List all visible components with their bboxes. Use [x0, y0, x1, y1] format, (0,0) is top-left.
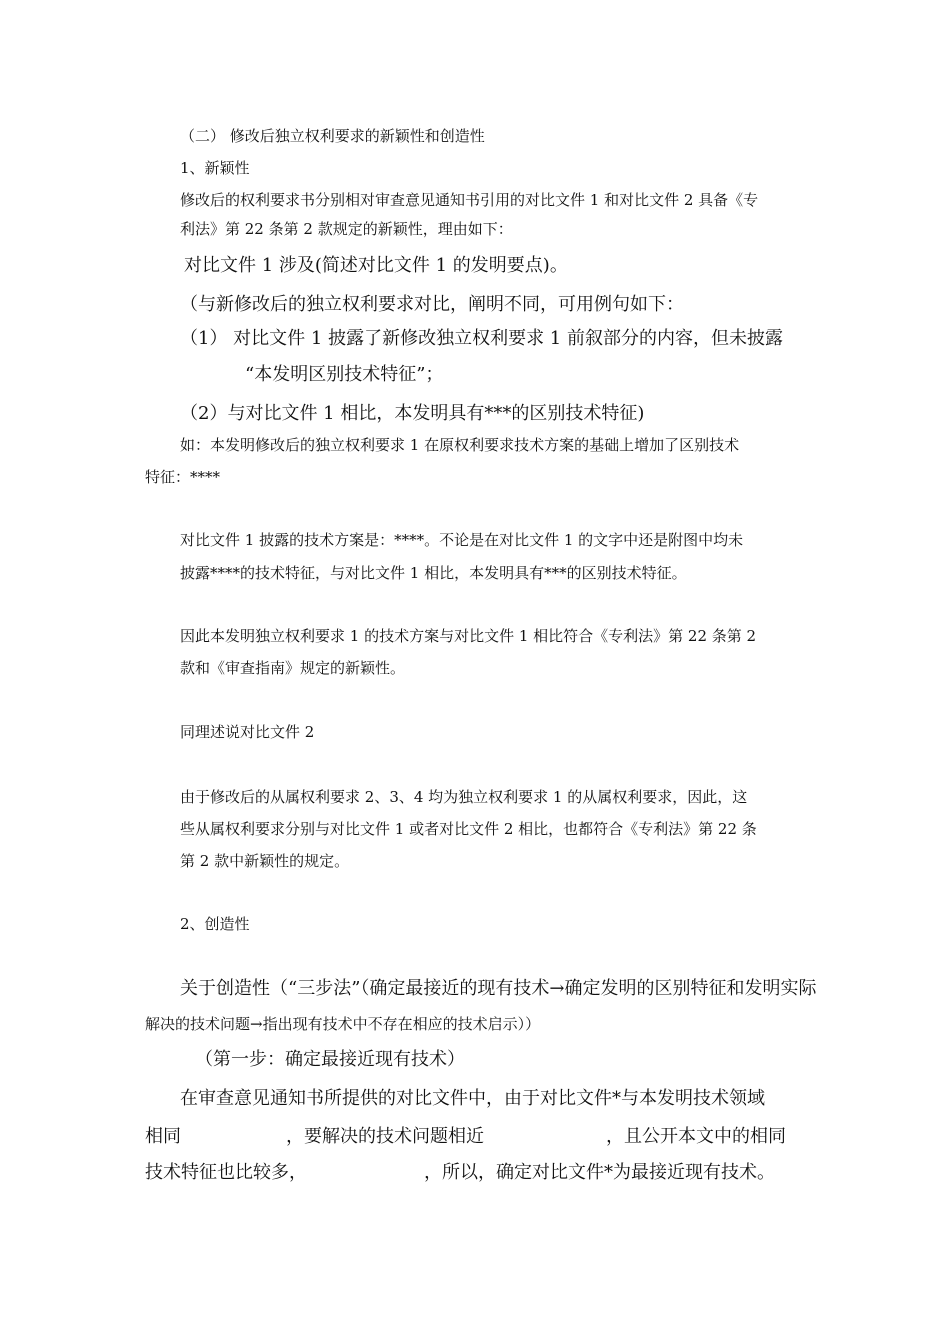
- paragraph-line: （与新修改后的独立权利要求对比，阐明不同，可用例句如下：: [180, 294, 684, 315]
- paragraph-line: 特征：****: [145, 468, 221, 486]
- section-heading: （二） 修改后独立权利要求的新颖性和创造性: [180, 127, 485, 145]
- paragraph-line: 如：本发明修改后的独立权利要求 1 在原权利要求技术方案的基础上增加了区别技术: [180, 436, 740, 454]
- step-heading: （第一步：确定最接近现有技术）: [195, 1049, 465, 1070]
- paragraph-line: 对比文件 1 披露的技术方案是：****。不论是在对比文件 1 的文字中还是附图中均未: [180, 531, 744, 549]
- paragraph-line: 技术特征也比较多，: [145, 1162, 307, 1183]
- paragraph-line: ，且公开本文中的相同: [606, 1126, 786, 1147]
- novelty-title: 1、新颖性: [180, 159, 250, 177]
- paragraph-line: 因此本发明独立权利要求 1 的技术方案与对比文件 1 相比符合《专利法》第 22 条第 2: [180, 627, 757, 645]
- paragraph-line: 同理述说对比文件 2: [180, 723, 315, 741]
- paragraph-line: 款和《审查指南》规定的新颖性。: [180, 659, 406, 677]
- paragraph-line: 第 2 款中新颖性的规定。: [180, 852, 350, 870]
- paragraph-line: 对比文件 1 涉及(简述对比文件 1 的发明要点)。: [184, 255, 568, 276]
- paragraph-line: 在审查意见通知书所提供的对比文件中，由于对比文件*与本发明技术领域: [180, 1088, 765, 1109]
- paragraph-line: 披露****的技术特征，与对比文件 1 相比，本发明具有***的区别技术特征。: [180, 564, 687, 582]
- paragraph-line: 相同: [145, 1126, 181, 1147]
- paragraph-line: ，要解决的技术问题相近: [286, 1126, 484, 1147]
- paragraph-line: 些从属权利要求分别与对比文件 1 或者对比文件 2 相比，也都符合《专利法》第 22 条: [180, 820, 757, 838]
- paragraph-line: 关于创造性（“三步法”（确定最接近的现有技术→确定发明的区别特征和发明实际: [180, 978, 817, 999]
- paragraph-line: 修改后的权利要求书分别相对审查意见通知书引用的对比文件 1 和对比文件 2 具备《专: [180, 191, 759, 209]
- list-item: （2）与对比文件 1 相比，本发明具有***的区别技术特征): [180, 403, 645, 424]
- list-item-continuation: “本发明区别技术特征”；: [245, 364, 444, 385]
- paragraph-line: ，所以，确定对比文件*为最接近现有技术。: [424, 1162, 775, 1183]
- paragraph-line: 由于修改后的从属权利要求 2、3、4 均为独立权利要求 1 的从属权利要求，因此，这: [180, 788, 748, 806]
- inventiveness-title: 2、创造性: [180, 915, 250, 933]
- paragraph-line: 解决的技术问题→指出现有技术中不存在相应的技术启示））: [145, 1015, 541, 1033]
- paragraph-line: 利法》第 22 条第 2 款规定的新颖性，理由如下：: [180, 220, 513, 238]
- list-item: （1） 对比文件 1 披露了新修改独立权利要求 1 前叙部分的内容，但未披露: [180, 328, 783, 349]
